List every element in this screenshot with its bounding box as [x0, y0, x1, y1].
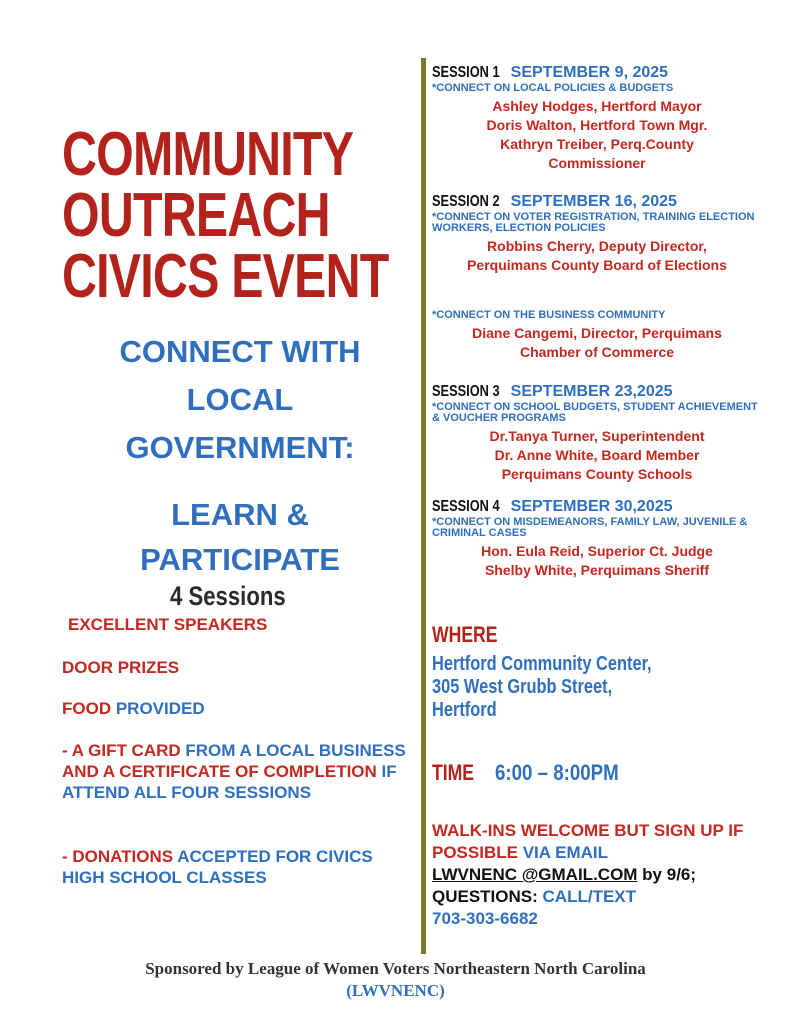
questions-label: QUESTIONS: — [432, 887, 538, 906]
learn-line-2: PARTICIPATE — [140, 542, 340, 577]
signup-deadline: by 9/6; — [637, 865, 697, 884]
perk-food-blue: PROVIDED — [111, 699, 205, 718]
venue-line-2: 305 West Grubb Street, — [432, 676, 613, 698]
venue-line-1: Hertford Community Center, — [432, 653, 652, 675]
learn-line-1: LEARN & — [171, 497, 309, 532]
perk-food-red: FOOD — [62, 699, 112, 718]
session-2-header — [432, 193, 762, 211]
session-3 — [432, 383, 762, 484]
time-value: 6:00 – 8:00PM — [494, 760, 619, 785]
perk-gift-part-2: FROM A LOCAL BUSINESS — [180, 741, 406, 760]
sponsor-footer — [0, 958, 791, 1002]
call-text-label: CALL/TEXT — [537, 887, 637, 906]
session-4 — [432, 498, 762, 580]
session-2-speakers — [432, 237, 762, 275]
session-3-label: SESSION 3 — [432, 383, 500, 400]
session-4-header — [432, 498, 762, 516]
speaker: Hon. Eula Reid, Superior Ct. Judge — [481, 543, 713, 559]
venue-line-3: Hertford — [432, 699, 497, 721]
speaker: Perquimans County Schools — [501, 466, 693, 482]
session-4-label: SESSION 4 — [432, 498, 500, 515]
connect-line-2: LOCAL — [186, 382, 294, 417]
speaker: Kathryn Treiber, Perq.County — [500, 136, 694, 152]
speaker: Dr.Tanya Turner, Superintendent — [489, 428, 705, 444]
session-1-speakers — [432, 97, 762, 173]
time-label: TIME — [432, 760, 475, 785]
title-line-3: CIVICS EVENT — [62, 242, 389, 311]
session-2-date: SEPTEMBER 16, 2025 — [510, 193, 677, 210]
perk-door-prizes: DOOR PRIZES — [62, 658, 180, 677]
speaker: Robbins Cherry, Deputy Director, — [487, 238, 707, 254]
signup-email-link[interactable]: LWVNENC @GMAIL.COM — [432, 865, 638, 884]
speaker: Perquimans County Board of Elections — [467, 257, 727, 273]
session-3-topic: *CONNECT ON SCHOOL BUDGETS, STUDENT ACHIEVEMENT & VOUCHER PROGRAMS — [432, 401, 758, 424]
speaker: Dr. Anne White, Board Member — [494, 447, 700, 463]
event-title — [62, 120, 392, 311]
phone-number[interactable]: 703-303-6682 — [432, 909, 538, 928]
perk-speakers: EXCELLENT SPEAKERS — [68, 615, 268, 634]
session-1-date: SEPTEMBER 9, 2025 — [510, 64, 669, 81]
column-divider — [421, 58, 426, 954]
perk-gift-part-4: IF ATTEND ALL FOUR SESSIONS — [62, 762, 397, 802]
time-row — [432, 760, 640, 786]
venue-address — [432, 653, 762, 722]
session-4-speakers — [432, 542, 762, 580]
learn-heading — [85, 492, 395, 582]
walkins-notice: WALK-INS WELCOME BUT SIGN UP IF POSSIBLE — [432, 821, 744, 862]
perk-gift-card — [62, 740, 412, 803]
session-3-header — [432, 383, 762, 401]
where-label: WHERE — [432, 622, 498, 647]
session-1-label: SESSION 1 — [432, 64, 500, 81]
perk-donations-part-1: - DONATIONS — [62, 847, 174, 866]
sessions-count: 4 Sessions — [170, 581, 286, 611]
connect-line-1: CONNECT WITH — [119, 334, 361, 369]
speaker: Diane Cangemi, Director, Perquimans — [472, 325, 722, 341]
sponsor-abbr: (LWVNENC) — [346, 981, 445, 1000]
session-1 — [432, 64, 762, 173]
title-line-2: OUTREACH — [62, 181, 330, 250]
walkins-via: VIA EMAIL — [517, 843, 609, 862]
session-4-date: SEPTEMBER 30,2025 — [510, 498, 673, 515]
connect-line-3: GOVERNMENT: — [125, 430, 355, 465]
speaker: Shelby White, Perquimans Sheriff — [484, 562, 710, 578]
signup-info — [432, 820, 752, 930]
session-1-topic: *CONNECT ON LOCAL POLICIES & BUDGETS — [432, 82, 674, 94]
session-2-topic: *CONNECT ON VOTER REGISTRATION, TRAINING ELECTION WORKERS, ELECTION POLICIES — [432, 211, 755, 234]
perk-donations — [62, 846, 412, 888]
speaker: Chamber of Commerce — [519, 344, 675, 360]
perk-food — [62, 698, 205, 719]
perk-gift-part-1: - A GIFT CARD — [62, 741, 181, 760]
session-4-topic: *CONNECT ON MISDEMEANORS, FAMILY LAW, JUVENILE & CRIMINAL CASES — [432, 516, 748, 539]
session-2-label: SESSION 2 — [432, 193, 500, 210]
business-speakers — [432, 324, 762, 362]
connect-heading — [55, 328, 425, 472]
title-line-1: COMMUNITY — [62, 120, 354, 189]
speaker: Doris Walton, Hertford Town Mgr. — [486, 117, 708, 133]
sponsor-text: Sponsored by League of Women Voters Northeastern North Carolina — [145, 959, 646, 978]
speaker: Ashley Hodges, Hertford Mayor — [492, 98, 702, 114]
session-1-header — [432, 64, 762, 82]
perk-gift-part-3: AND A CERTIFICATE OF COMPLETION — [62, 762, 377, 781]
speaker: Commissioner — [548, 155, 646, 171]
session-2-business — [432, 309, 762, 362]
session-3-speakers — [432, 427, 762, 484]
session-2 — [432, 193, 762, 275]
business-topic: *CONNECT ON THE BUSINESS COMMUNITY — [432, 309, 666, 321]
session-3-date: SEPTEMBER 23,2025 — [510, 383, 673, 400]
perk-donations-part-2: ACCEPTED FOR CIVICS HIGH SCHOOL CLASSES — [62, 847, 373, 887]
